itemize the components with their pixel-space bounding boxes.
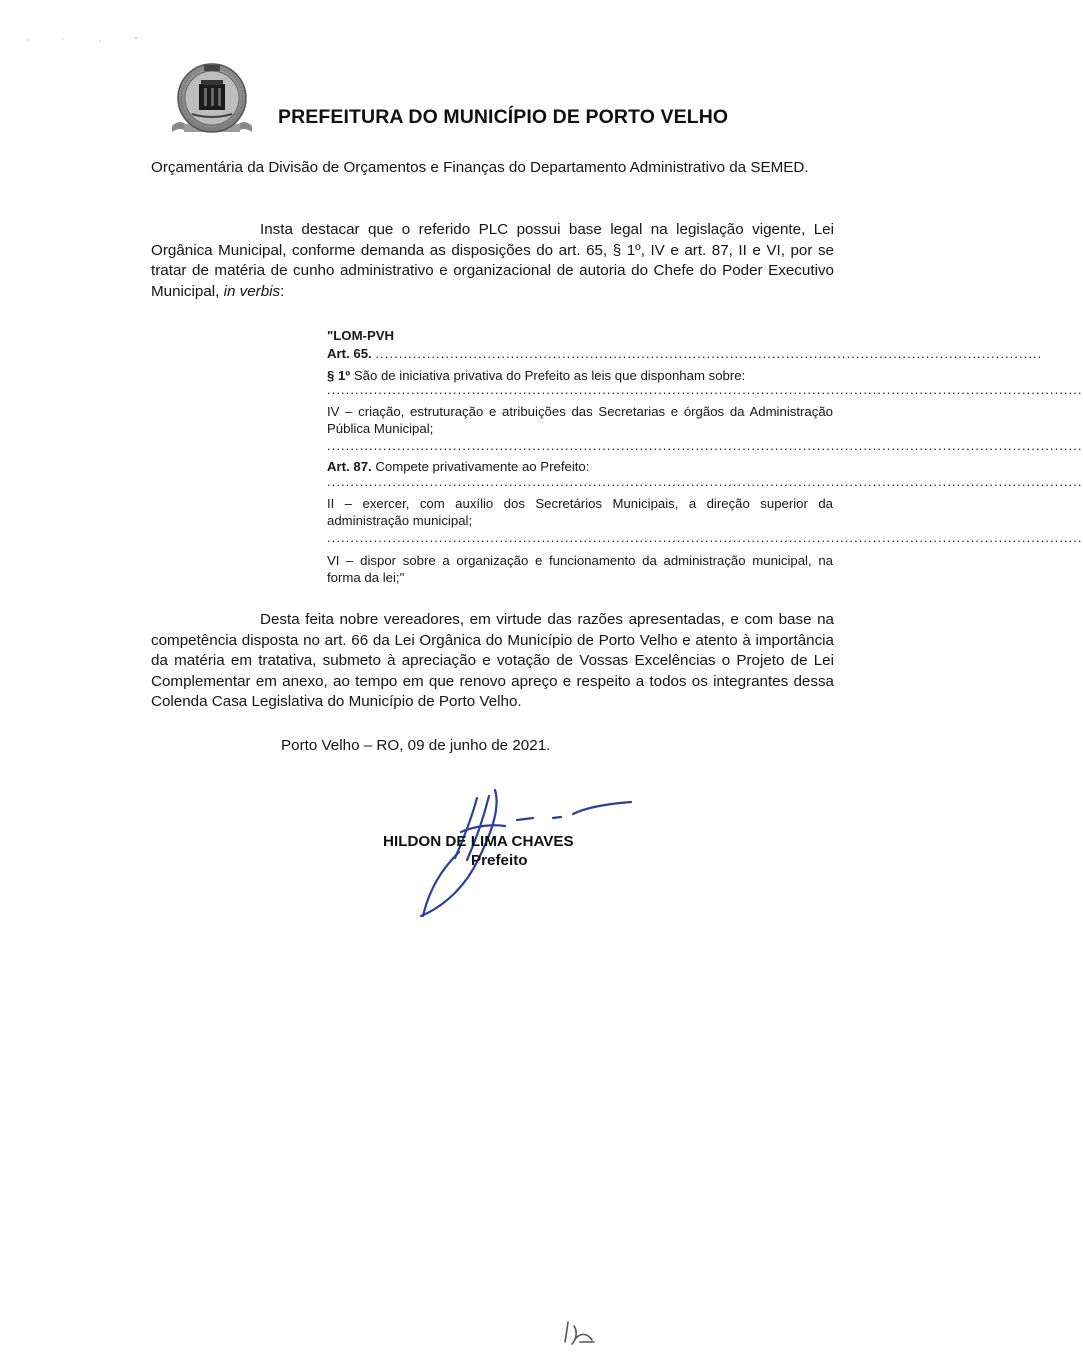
ellipsis-dots: ............................................................................................................................................... — [375, 346, 1043, 361]
art87-label: Art. 87. — [327, 459, 372, 474]
art87-text: Compete privativamente ao Prefeito: — [371, 459, 590, 474]
signer-name: HILDON DE LIMA CHAVES — [383, 833, 574, 850]
scan-noise — [18, 36, 168, 44]
ellipsis-line: .................................................................................................................................................................. — [327, 438, 1083, 453]
date-line: Porto Velho – RO, 09 de junho de 2021. — [281, 737, 551, 754]
paragraph-2-main: Insta destacar que o referido PLC possui base legal na legislação vigente, Lei Orgânica Municipal, conforme demanda as disposições do art. 65, § 1º, IV e art. 87, II e VI, por se tratar de matéria de cunho administrativo e organizacional de autoria do Chefe do Poder Executivo Municipal, — [151, 221, 834, 300]
handwritten-rubric — [562, 1318, 598, 1346]
quote-art65 — [327, 345, 1043, 362]
page-title: PREFEITURA DO MUNICÍPIO DE PORTO VELHO — [278, 106, 729, 128]
ellipsis-line: .................................................................................................................................................................. — [327, 474, 1083, 489]
paragraph1-label: § 1º — [327, 368, 351, 383]
paragraph1-text: São de iniciativa privativa do Prefeito as leis que disponham sobre: — [350, 368, 746, 383]
paragraph-1: Orçamentária da Divisão de Orçamentos e Finanças do Departamento Administrativo da SEMED. — [151, 159, 809, 176]
quote-item-vi: VI – dispor sobre a organização e funcionamento da administração municipal, na forma da lei;" — [327, 553, 833, 585]
quote-item-ii: II – exercer, com auxílio dos Secretários Municipais, a direção superior da administração municipal; — [327, 496, 833, 528]
quote-title: "LOM-PVH — [327, 328, 395, 343]
quote-art87 — [327, 458, 833, 475]
ellipsis-line: .................................................................................................................................................................. — [327, 530, 1083, 545]
signer-role: Prefeito — [471, 852, 528, 869]
quote-item-iv: IV – criação, estruturação e atribuições das Secretarias e órgãos da Administração Pública Municipal; — [327, 404, 833, 436]
paragraph-3: Desta feita nobre vereadores, em virtude das razões apresentadas, e com base na competência disposta no art. 66 da Lei Orgânica do Município de Porto Velho e atento à importância da matéria em tratativa, submeto à apreciação e votação de Vossas Excelências o Projeto de Lei Complementar em anexo, ao tempo em que renovo apreço e respeito a todos os integrantes dessa Colenda Casa Legislativa do Município de Porto Velho. — [151, 611, 834, 710]
paragraph-2-end: : — [280, 282, 285, 300]
ellipsis-line: .................................................................................................................................................................. — [327, 382, 1083, 397]
municipal-seal-icon — [166, 60, 258, 142]
art65-label: Art. 65. — [327, 346, 372, 361]
paragraph-2-italic: in verbis — [223, 282, 281, 300]
paragraph-2 — [151, 220, 834, 302]
